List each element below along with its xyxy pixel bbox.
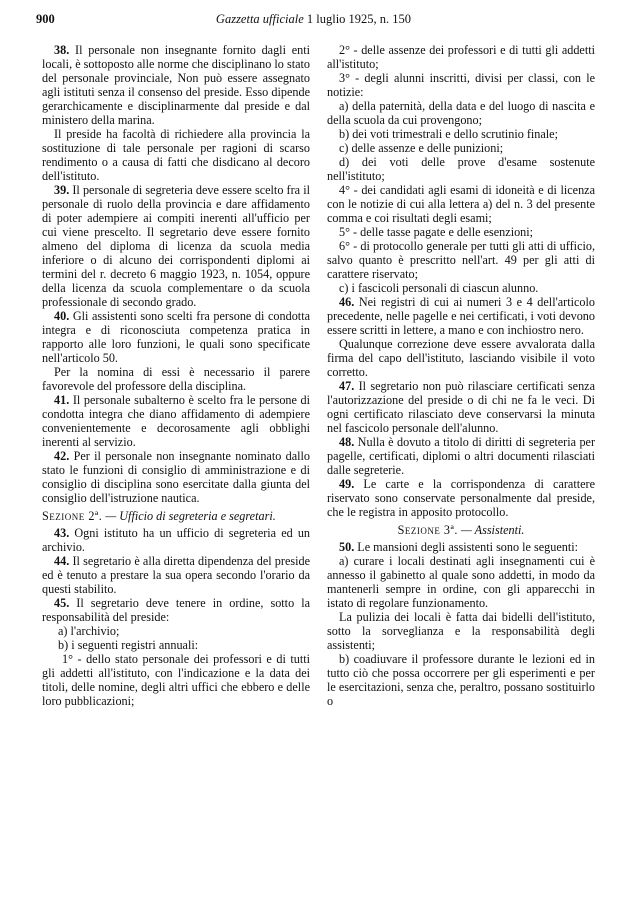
list-item: b) dei voti trimestrali e dello scrutinio finale; bbox=[339, 127, 558, 141]
journal-title: Gazzetta ufficiale bbox=[215, 12, 304, 26]
article-49: 49. Le carte e la corrispondenza di carattere riservato sono conservate personalmente dal preside, che le registra in apposito protocollo. bbox=[327, 477, 595, 519]
list-item: 3° - degli alunni inscritti, divisi per classi, con le notizie: bbox=[327, 71, 595, 99]
page-number: 900 bbox=[36, 12, 55, 26]
article-50-para: La pulizia dei locali è fatta dai bidelli dell'istituto, sotto la sorveglianza e la responsabilità degli assistenti; bbox=[327, 610, 595, 652]
article-46-para-2: Qualunque correzione deve essere avvalorata dalla firma del capo dell'istituto, lasciando visibile il voto corretto. bbox=[327, 337, 595, 379]
article-50-item-a: a) curare i locali destinati agli insegnamenti cui è annesso il gabinetto al quale sono addetti, in modo da mantenerli sempre in ordine, con gli apparecchi in istato di regolare funzionamento. bbox=[327, 554, 595, 610]
article-50-item-b: b) coadiuvare il professore durante le lezioni ed in tutto ciò che possa occorrere per gli esperimenti e per le esercitazioni, senza che, peraltro, possano sostituirlo o bbox=[327, 652, 595, 708]
list-item: 1° - dello stato personale dei professori e di tutti gli addetti all'istituto, con l'indicazione e la data dei titoli, delle nomine, degli altri uffici che ebbero e delle loro pubblicazioni; bbox=[42, 652, 310, 708]
left-column bbox=[42, 43, 310, 708]
list-item: b) i seguenti registri annuali: bbox=[58, 638, 199, 652]
issue-date: 1 luglio 1925, n. 150 bbox=[306, 12, 412, 26]
list-item: 4° - dei candidati agli esami di idoneità e di licenza con le notizie di cui alla lettera a) del n. 3 del presente comma e coi risultati degli esami; bbox=[327, 183, 595, 225]
article-41: 41. Il personale subalterno è scelto fra le persone di condotta integra che diano affidamento di adempiere convenientemente e decorosamente agli obblighi inerenti al servizio. bbox=[42, 393, 310, 449]
article-39: 39. Il personale di segreteria deve essere scelto fra il personale di ruolo della provincia e dare affidamento di poter adempiere ai compiti inerenti all'ufficio per cui viene prescelto. Il segretario deve essere fornito almeno del diploma di licenza da scuola media inferiore o di alcuno dei corrispondenti diplomi ai termini del r. decreto 6 maggio 1923, n. 1054, oppure della licenza da scuola complementare o da scuola professionale di secondo grado. bbox=[42, 183, 310, 309]
list-item: a) della paternità, della data e del luogo di nascita e della scuola da cui provengono; bbox=[327, 99, 595, 127]
article-47: 47. Il segretario non può rilasciare certificati senza l'autorizzazione del preside o di chi ne fa le veci. Di ogni certificato rilasciato deve conservarsi la minuta nel fascicolo personale dell'alunno. bbox=[327, 379, 595, 435]
list-item: c) delle assenze e delle punizioni; bbox=[339, 141, 504, 155]
list-item: 6° - di protocollo generale per tutti gli atti di ufficio, salvo quanto è prescritto nell'art. 49 per gli atti di carattere riservato; bbox=[327, 239, 595, 281]
article-45: 45. Il segretario deve tenere in ordine, sotto la responsabilità del preside: bbox=[42, 596, 310, 624]
article-50: 50. Le mansioni degli assistenti sono le seguenti: bbox=[339, 540, 578, 554]
journal-header bbox=[36, 12, 591, 27]
list-item: c) i fascicoli personali di ciascun alunno. bbox=[339, 281, 539, 295]
article-42: 42. Per il personale non insegnante nominato dallo stato le funzioni di consiglio di amministrazione e di consiglio di disciplina sono esercitate dalla giunta del consiglio dell'istruzione nautica. bbox=[42, 449, 310, 505]
article-44: 44. Il segretario è alla diretta dipendenza del preside ed è tenuto a prestare la sua opera secondo l'orario da questi stabilito. bbox=[42, 554, 311, 596]
article-43: 43. Ogni istituto ha un ufficio di segreteria ed un archivio. bbox=[42, 526, 311, 554]
section-2-heading: Sezione 2ª. — Ufficio di segreteria e segretari. bbox=[42, 509, 276, 523]
article-38-para-2: Il preside ha facoltà di richiedere alla provincia la sostituzione di tale personale per ragioni di scarso rendimento o a causa di fatti che disdicano al decoro dell'istituto. bbox=[42, 127, 310, 183]
article-46: 46. Nei registri di cui ai numeri 3 e 4 dell'articolo precedente, nelle pagelle e nei certificati, i voti devono essere scritti in lettere, a mano e con inchiostro nero. bbox=[327, 295, 595, 337]
article-38: 38. Il personale non insegnante fornito dagli enti locali, è sottoposto alle norme che disciplinano lo stato del personale provinciale, Non può essere assegnato agli istituti senza il consenso del preside. Esso dipende gerarchicamente e disciplinarmente dal preside e dal ministero della marina. bbox=[42, 43, 311, 127]
right-column bbox=[327, 43, 595, 708]
article-40-para-2: Per la nomina di essi è necessario il parere favorevole del professore della disciplina. bbox=[42, 365, 310, 393]
article-40: 40. Gli assistenti sono scelti fra persone di condotta integra e di riconosciuta competenza pratica in rapporto alle loro funzioni, le quali sono specificate nell'articolo 50. bbox=[42, 309, 310, 365]
list-item: 5° - delle tasse pagate e delle esenzioni; bbox=[339, 225, 534, 239]
page-header bbox=[36, 12, 591, 30]
article-48: 48. Nulla è dovuto a titolo di diritti di segreteria per pagelle, certificati, diplomi o altri documenti rilasciati dalle segreterie. bbox=[327, 435, 596, 477]
list-item: 2° - delle assenze dei professori e di tutti gli addetti all'istituto; bbox=[327, 43, 595, 71]
section-3-heading: Sezione 3ª. — Assistenti. bbox=[397, 523, 525, 537]
list-item: a) l'archivio; bbox=[58, 624, 120, 638]
list-item: d) dei voti delle prove d'esame sostenute nell'istituto; bbox=[327, 155, 595, 183]
